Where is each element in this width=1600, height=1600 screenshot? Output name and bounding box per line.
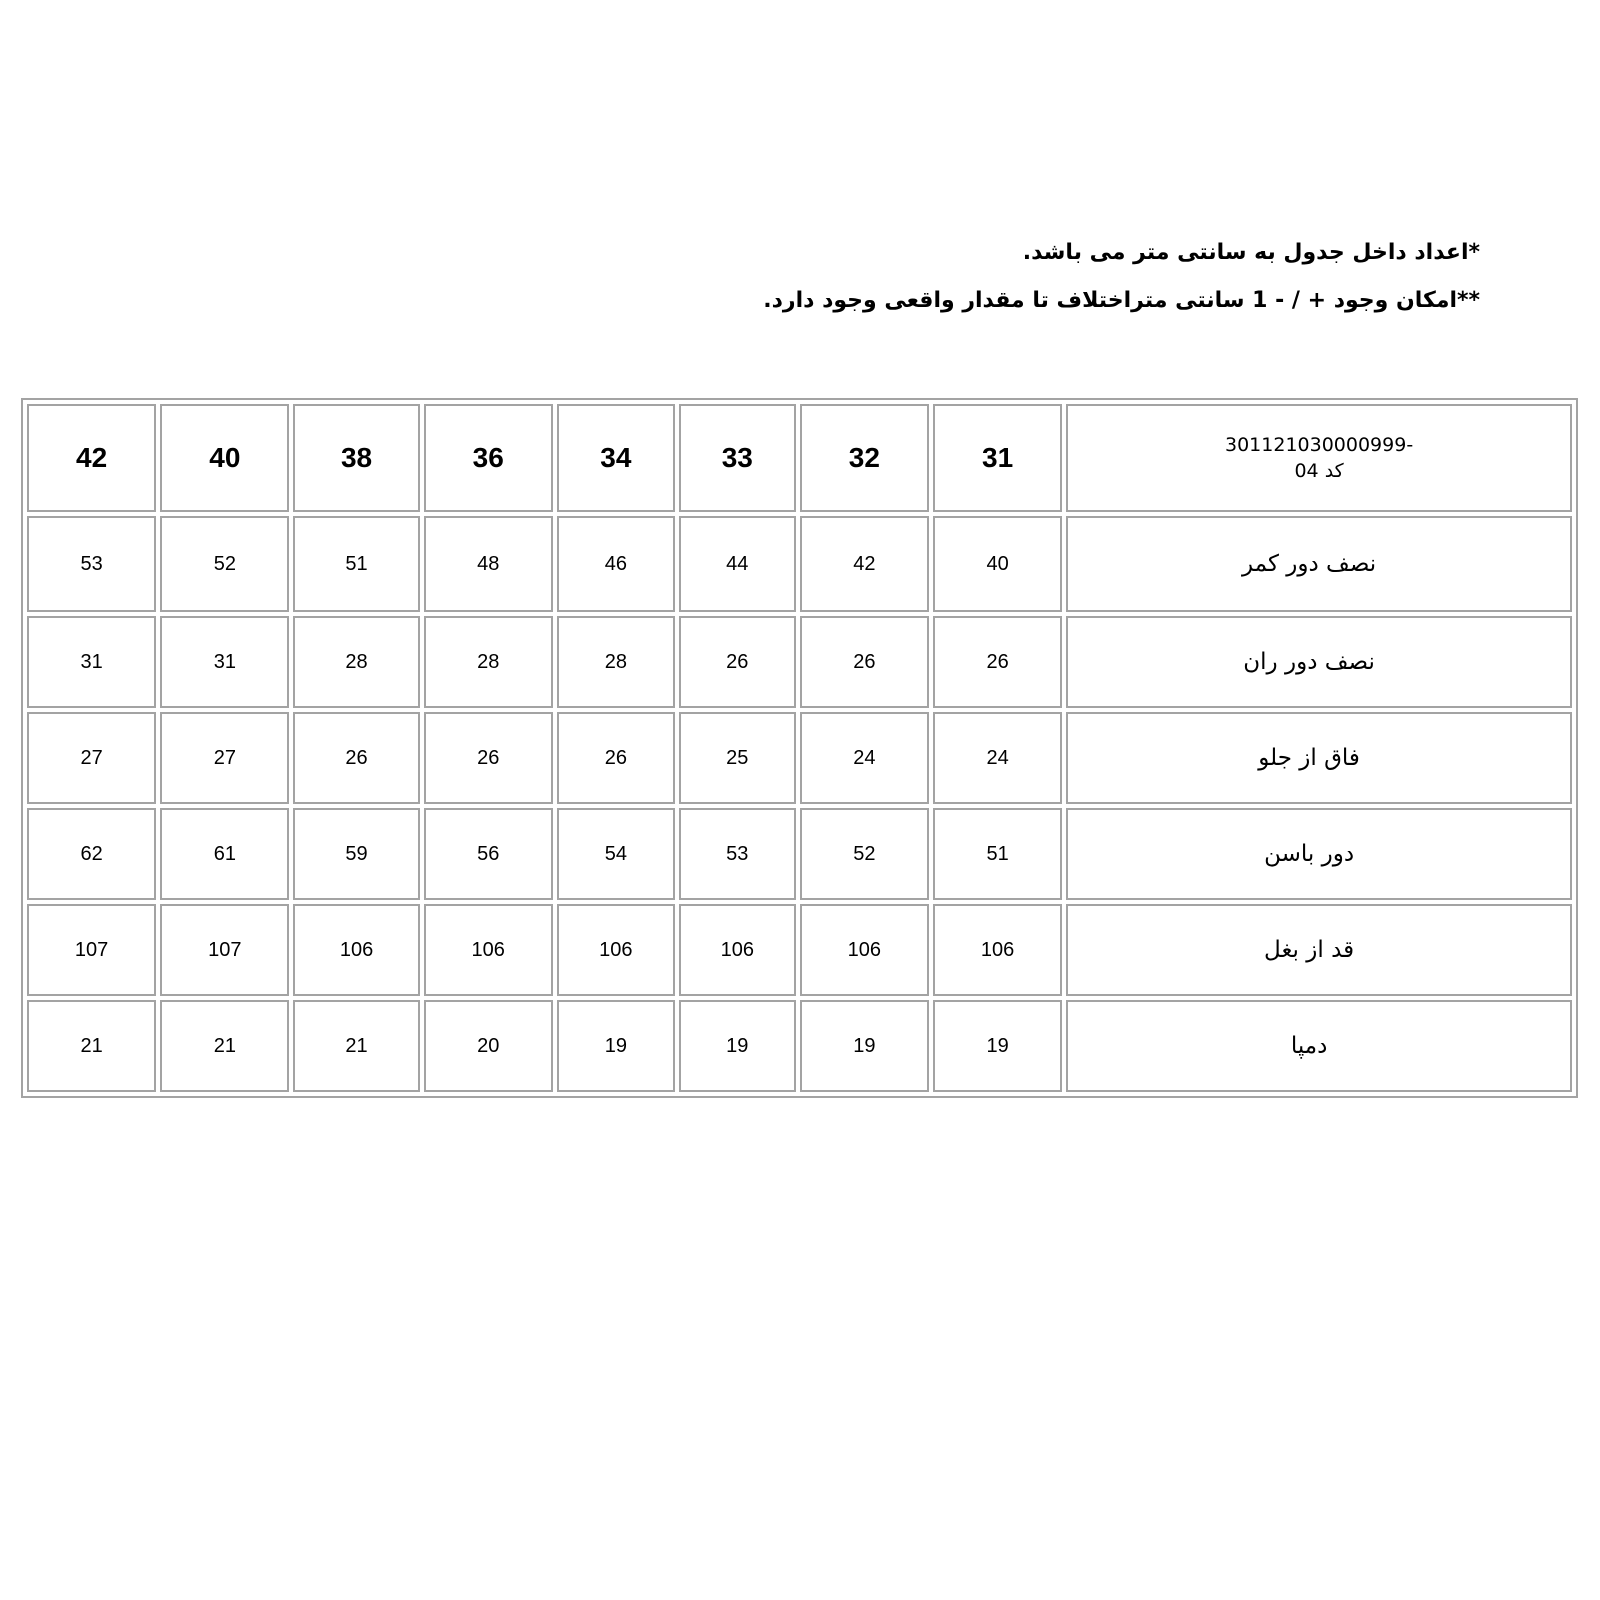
table-cell: 27 (27, 712, 156, 804)
table-cell: 44 (679, 516, 796, 612)
table-cell: 106 (933, 904, 1062, 996)
table-cell: 24 (800, 712, 929, 804)
table-cell: 19 (679, 1000, 796, 1092)
table-row (27, 808, 1572, 900)
table-cell: 40 (933, 516, 1062, 612)
notes (580, 240, 1480, 336)
table-cell: 31 (27, 616, 156, 708)
size-header: 42 (27, 404, 156, 512)
table-cell: 19 (933, 1000, 1062, 1092)
table-cell: 24 (933, 712, 1062, 804)
table-cell: 26 (424, 712, 553, 804)
table-row (27, 616, 1572, 708)
table-cell: 26 (800, 616, 929, 708)
table-cell: 59 (293, 808, 419, 900)
table-cell: 56 (424, 808, 553, 900)
table-cell: 42 (800, 516, 929, 612)
table-cell: 52 (800, 808, 929, 900)
row-label: نصف دور کمر (1066, 516, 1572, 612)
table-cell: 21 (160, 1000, 289, 1092)
note-tolerance: **امکان وجود + / - 1 سانتی متراختلاف تا مقدار واقعی وجود دارد. (763, 288, 1480, 313)
table-cell: 27 (160, 712, 289, 804)
table-cell: 107 (27, 904, 156, 996)
table-cell: 26 (293, 712, 419, 804)
table-cell: 26 (933, 616, 1062, 708)
table-cell: 20 (424, 1000, 553, 1092)
row-label: دمپا (1066, 1000, 1572, 1092)
product-code-cell (1066, 404, 1572, 512)
table-cell: 19 (800, 1000, 929, 1092)
table-cell: 53 (679, 808, 796, 900)
table-row (27, 712, 1572, 804)
size-header: 34 (557, 404, 675, 512)
table-row (27, 516, 1572, 612)
table-cell: 28 (557, 616, 675, 708)
product-code-label: کد 04 (1294, 460, 1344, 482)
table-cell: 21 (293, 1000, 419, 1092)
table-cell: 21 (27, 1000, 156, 1092)
table-cell: 25 (679, 712, 796, 804)
size-header: 32 (800, 404, 929, 512)
note-units: *اعداد داخل جدول به سانتی متر می باشد. (1022, 240, 1480, 265)
size-header: 40 (160, 404, 289, 512)
table-cell: 28 (293, 616, 419, 708)
size-chart-table (21, 398, 1578, 1098)
table-cell: 62 (27, 808, 156, 900)
table-cell: 46 (557, 516, 675, 612)
table-row (27, 1000, 1572, 1092)
table-cell: 51 (293, 516, 419, 612)
row-label: دور باسن (1066, 808, 1572, 900)
row-label: قد از بغل (1066, 904, 1572, 996)
table-cell: 61 (160, 808, 289, 900)
table-cell: 52 (160, 516, 289, 612)
row-label: نصف دور ران (1066, 616, 1572, 708)
size-header: 38 (293, 404, 419, 512)
size-header: 33 (679, 404, 796, 512)
table-cell: 53 (27, 516, 156, 612)
table-cell: 26 (557, 712, 675, 804)
table-cell: 106 (679, 904, 796, 996)
table-cell: 54 (557, 808, 675, 900)
size-header: 36 (424, 404, 553, 512)
table-cell: 106 (800, 904, 929, 996)
table-cell: 106 (557, 904, 675, 996)
row-label: فاق از جلو (1066, 712, 1572, 804)
table-row (27, 904, 1572, 996)
table-cell: 48 (424, 516, 553, 612)
table-cell: 106 (424, 904, 553, 996)
table-cell: 26 (679, 616, 796, 708)
header-row (27, 404, 1572, 512)
table-cell: 19 (557, 1000, 675, 1092)
table-cell: 51 (933, 808, 1062, 900)
table-cell: 107 (160, 904, 289, 996)
table-cell: 28 (424, 616, 553, 708)
table-cell: 106 (293, 904, 419, 996)
table-cell: 31 (160, 616, 289, 708)
product-code: 301121030000999- (1225, 434, 1414, 456)
size-header: 31 (933, 404, 1062, 512)
